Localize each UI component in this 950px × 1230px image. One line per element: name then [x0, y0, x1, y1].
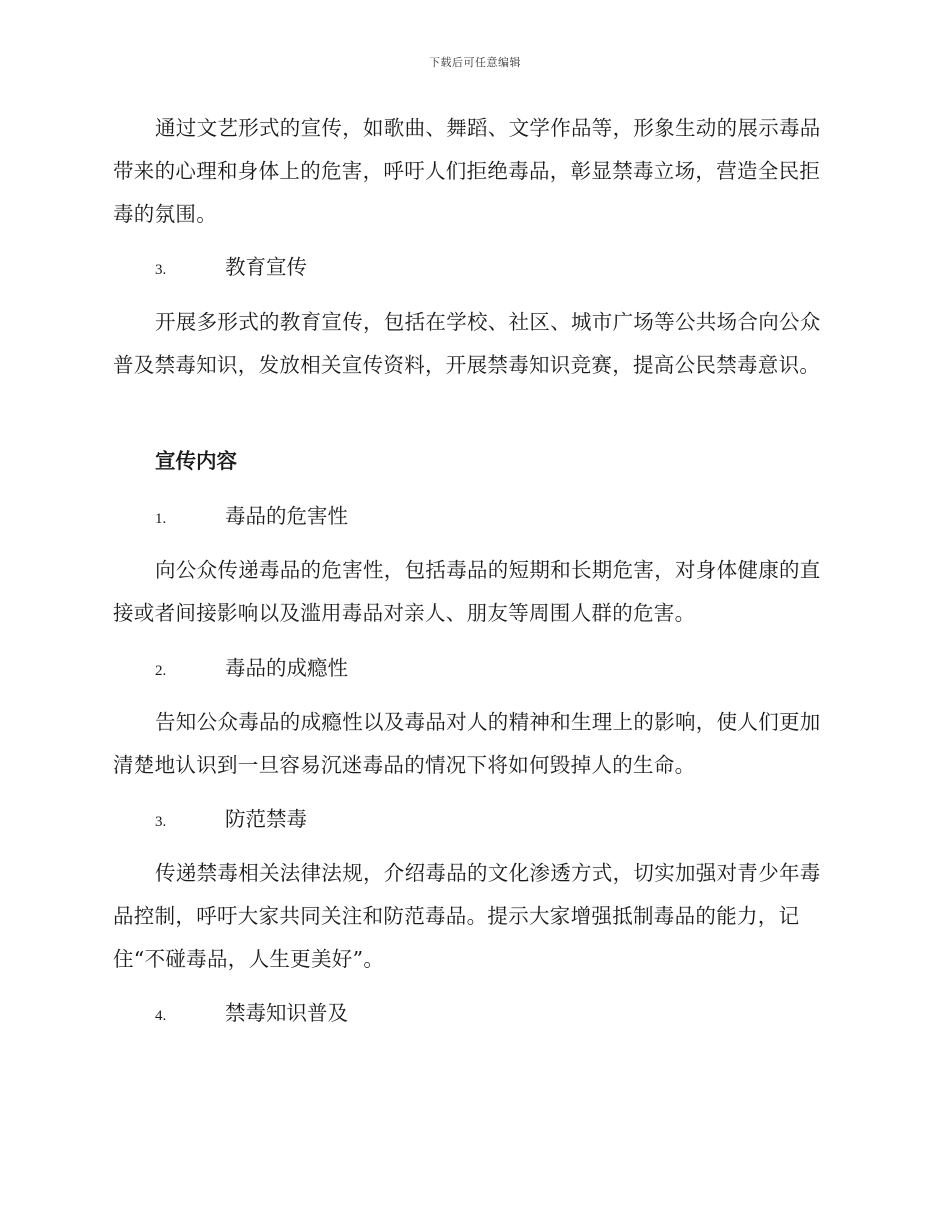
list-number: 2. — [155, 663, 167, 679]
list-item-harm — [155, 501, 348, 534]
list-label: 毒品的成瘾性 — [225, 656, 348, 680]
list-number: 1. — [155, 511, 167, 527]
paragraph-arts-promotion: 通过文艺形式的宣传，如歌曲、舞蹈、文学作品等，形象生动的展示毒品带来的心理和身体上的危害，呼吁人们拒绝毒品，彰显禁毒立场，营造全民拒毒的氛围。 — [113, 116, 821, 226]
list-item-knowledge — [155, 998, 348, 1031]
paragraph-harm: 向公众传递毒品的危害性，包括毒品的短期和长期危害，对身体健康的直接或者间接影响以及滥用毒品对亲人、朋友等周围人群的危害。 — [113, 558, 821, 625]
list-number: 4. — [155, 1008, 167, 1024]
list-label: 教育宣传 — [225, 255, 307, 279]
list-number: 3. — [155, 814, 167, 830]
list-label: 防范禁毒 — [225, 807, 307, 831]
list-number: 3. — [155, 262, 167, 278]
list-item-addiction — [155, 653, 348, 686]
paragraph-prevention: 传递禁毒相关法律法规，介绍毒品的文化渗透方式，切实加强对青少年毒品控制，呼吁大家共同关注和防范毒品。提示大家增强抵制毒品的能力，记住“不碰毒品，人生更美好”。 — [113, 861, 821, 971]
list-label: 禁毒知识普及 — [225, 1001, 348, 1025]
list-item-prevention — [155, 804, 307, 837]
list-label: 毒品的危害性 — [225, 504, 348, 528]
list-item-education — [155, 252, 307, 285]
page-header: 下载后可任意编辑 — [429, 56, 521, 69]
paragraph-addiction: 告知公众毒品的成瘾性以及毒品对人的精神和生理上的影响，使人们更加清楚地认识到一旦容易沉迷毒品的情况下将如何毁掉人的生命。 — [113, 710, 821, 777]
section-heading: 宣传内容 — [155, 449, 237, 473]
paragraph-education-promotion: 开展多形式的教育宣传，包括在学校、社区、城市广场等公共场合向公众普及禁毒知识，发放相关宣传资料，开展禁毒知识竞赛，提高公民禁毒意识。 — [113, 310, 821, 377]
